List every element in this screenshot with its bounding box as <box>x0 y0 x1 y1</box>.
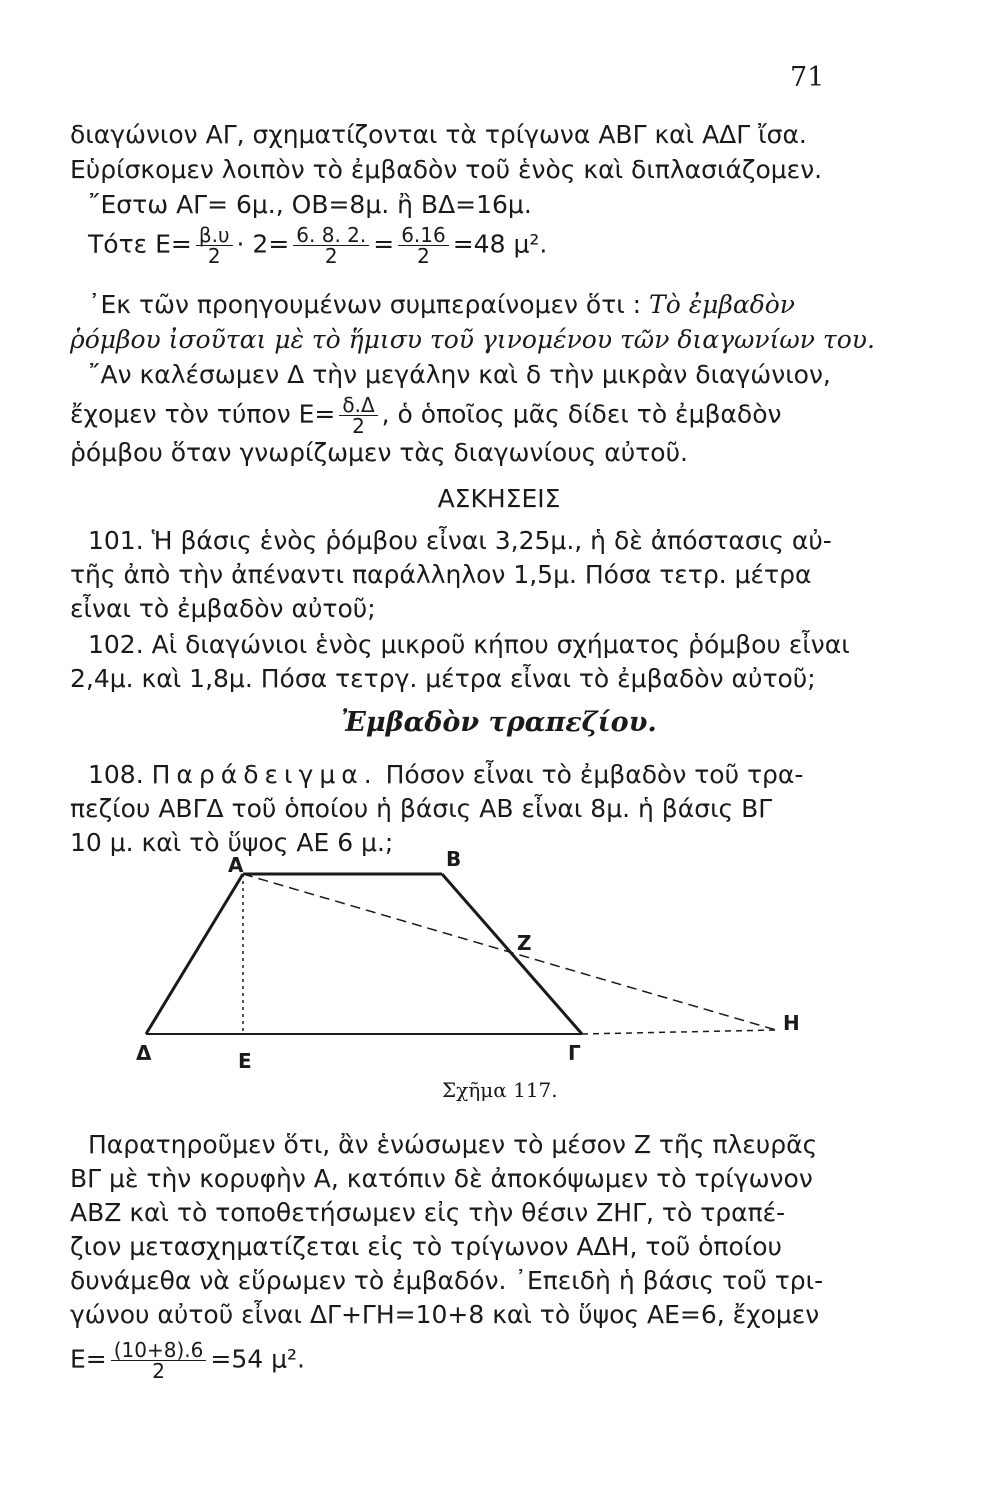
dashed-line-gh <box>582 1030 776 1034</box>
label-g: Γ <box>568 1041 581 1065</box>
text-line: εἶναι τὸ ἐμβαδὸν αὐτοῦ; <box>70 594 376 623</box>
denominator: 2 <box>152 1359 165 1383</box>
formula-result: =48 μ². <box>452 229 548 259</box>
label-b: B <box>446 847 462 871</box>
numerator: δ.Δ <box>339 395 377 416</box>
text-line: ῎Εστω ΑΓ= 6μ., ΟΒ=8μ. ἢ ΒΔ=16μ. <box>88 190 532 219</box>
denominator: 2 <box>417 244 430 268</box>
numerator: 6. 8. 2. <box>293 225 369 246</box>
text-line: Παρατηροῦμεν ὅτι, ἂν ἑνώσωμεν τὸ μέσον Ζ τῆς πλευρᾶς <box>88 1130 818 1159</box>
text-line: ζιον μετασχηματίζεται εἰς τὸ τρίγωνον ΑΔΗ, τοῦ ὁποίου <box>70 1232 782 1261</box>
formula-result: =54 μ². <box>210 1344 305 1374</box>
formula-area-trapezoid <box>70 1340 305 1381</box>
label-a: A <box>228 853 244 877</box>
italic-text: Τὸ ἐμβαδὸν <box>649 290 796 319</box>
fraction <box>111 1340 207 1381</box>
text-span: , ὁ ὁποῖος μᾶς δίδει τὸ ἐμβαδὸν <box>381 399 782 429</box>
text-line: 10 μ. καὶ τὸ ὕψος ΑΕ 6 μ.; <box>70 828 394 857</box>
exercise-102: 102. Αἱ διαγώνιοι ἑνὸς μικροῦ κήπου σχήματος ῥόμβου εἶναι <box>88 630 850 659</box>
side-da <box>146 874 243 1034</box>
denominator: 2 <box>207 244 221 268</box>
formula-eq: = <box>373 229 395 259</box>
side-bg <box>442 874 582 1034</box>
denominator: 2 <box>324 244 338 268</box>
text-span: ᾿Εκ τῶν προηγουμένων συμπεραίνομεν ὅτι : <box>88 290 642 319</box>
formula-prefix: Τότε Ε= <box>88 229 192 259</box>
text-span: Πόσον εἶναι τὸ ἐμβαδὸν τοῦ τρα- <box>385 760 804 789</box>
label-z: Z <box>517 931 532 955</box>
text-line: 2,4μ. καὶ 1,8μ. Πόσα τετργ. μέτρα εἶναι τὸ ἐμβαδὸν αὐτοῦ; <box>70 664 816 693</box>
page-number: 71 <box>790 62 825 93</box>
section-title: Ἐμβαδὸν τραπεζίου. <box>341 707 657 738</box>
example-label: Παράδειγμα. <box>151 760 378 789</box>
text-line: ΑΒΖ καὶ τὸ τοποθετήσωμεν εἰς τὴν θέσιν ΖΗΓ, τὸ τραπέ- <box>70 1198 786 1227</box>
numerator: β.υ <box>196 225 233 246</box>
exercise-101: 101. Ἡ βάσις ἑνὸς ῥόμβου εἶναι 3,25μ., ἡ δὲ ἀπόστασις αὐ- <box>88 526 832 555</box>
text-line: γώνου αὐτοῦ εἶναι ΔΓ+ΓΗ=10+8 καὶ τὸ ὕψος ΑΕ=6, ἔχομεν <box>70 1300 820 1329</box>
label-h: H <box>783 1011 800 1035</box>
formula-mid: · 2= <box>236 229 290 259</box>
text-line: τῆς ἀπὸ τὴν ἀπέναντι παράλληλον 1,5μ. Πόσα τετρ. μέτρα <box>70 560 812 589</box>
text-span: ἔχομεν τὸν τύπον Ε= <box>70 399 336 429</box>
numerator: (10+8).6 <box>111 1340 207 1361</box>
text-line: ῥόμβου ὅταν γνωρίζωμεν τὰς διαγωνίους αὐτοῦ. <box>70 438 688 467</box>
text-line: δυνάμεθα νὰ εὕρωμεν τὸ ἐμβαδόν. ᾿Επειδὴ ἡ βάσις τοῦ τρι- <box>70 1266 824 1295</box>
example-number: 108. <box>88 760 144 789</box>
italic-text-line: ῥόμβου ἰσοῦται μὲ τὸ ἥμισυ τοῦ γινομένου τῶν διαγωνίων του. <box>70 325 875 354</box>
text-line: ΒΓ μὲ τὴν κορυφὴν Α, κατόπιν δὲ ἀποκόψωμεν τὸ τρίγωνον <box>70 1164 813 1193</box>
formula-prefix: Ε= <box>70 1344 107 1374</box>
text-line: ῎Αν καλέσωμεν Δ τὴν μεγάλην καὶ δ τὴν μικρὰν διαγώνιον, <box>88 360 831 389</box>
numerator: 6.16 <box>398 225 449 246</box>
label-d: Δ <box>136 1041 152 1065</box>
figure-caption: Σχῆμα 117. <box>442 1078 558 1102</box>
denominator: 2 <box>352 414 365 438</box>
text-line: πεζίου ΑΒΓΔ τοῦ ὁποίου ἡ βάσις ΑΒ εἶναι 8μ. ἡ βάσις ΒΓ <box>70 794 773 823</box>
text-line: διαγώνιον ΑΓ, σχηματίζονται τὰ τρίγωνα ΑΒΓ καὶ ΑΔΓ ἴσα. <box>70 120 807 149</box>
text-line: Εὑρίσκομεν λοιπὸν τὸ ἐμβαδὸν τοῦ ἑνὸς καὶ διπλασιάζομεν. <box>70 155 823 184</box>
dashed-line-ah <box>243 874 776 1030</box>
label-e: E <box>238 1049 252 1073</box>
exercises-heading: ΑΣΚΗΣΕΙΣ <box>437 484 561 513</box>
